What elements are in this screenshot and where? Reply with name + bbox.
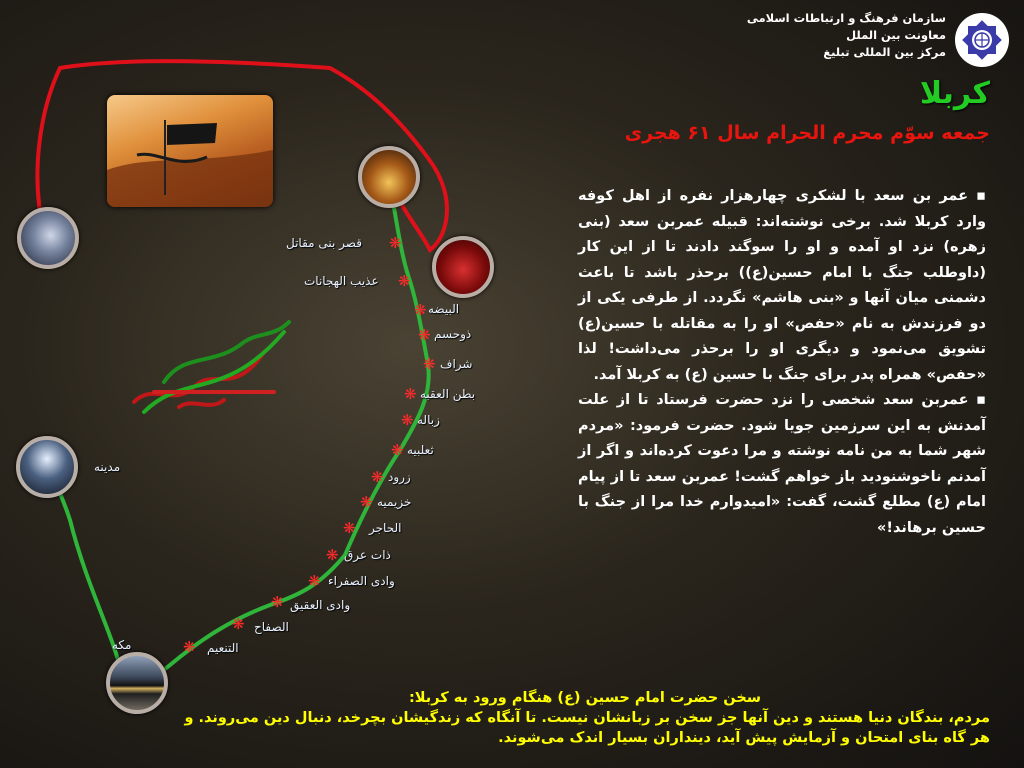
city-label-mecca: مکه: [112, 638, 132, 652]
route-stop: بطن العقبه: [420, 387, 476, 401]
flower-marker-icon: ❋: [401, 411, 414, 429]
route-stop: زرود: [388, 470, 411, 484]
mecca-photo: [106, 652, 168, 714]
route-stop: الحاجر: [369, 521, 402, 535]
flower-marker-icon: ❋: [326, 546, 339, 564]
route-stop: خزیمیه: [377, 495, 412, 509]
org-line: معاونت بین الملل: [846, 28, 946, 42]
route-stop: ذات عرق: [344, 548, 391, 562]
madina-photo: [16, 436, 78, 498]
main-paragraph: ▪ عمر بن سعد با لشکری چهارهزار نفره از اهل کوفه وارد کربلا شد. برخی نوشته‌اند: قبیله عمربن سعد (بنی زهره) نزد او آمده و او را سوگند دادند تا از این کار (داوطلب جنگ با امام حسین(ع)) برحذر باشد تا باعث دشمنی میان آنها و «بنی هاشم» نگردد. از طرفی یکی از دو فرزندش به نام «حفص» او را به مقاتله با حسین(ع) تشویق می‌نمود و دیگری او را برحذر می‌داشت! لذا «حفص» همراه پدر برای جنگ با حسین (ع) به کربلا آمد.: [578, 188, 986, 383]
quote-heading: سخن حضرت امام حسین (ع) هنگام ورود به کربلا:: [408, 690, 762, 706]
flower-marker-icon: ❋: [360, 493, 373, 511]
route-stop: قصر بنی مقاتل: [286, 236, 362, 250]
route-stop: الصفاح: [254, 620, 289, 634]
route-stop: البیضه: [428, 302, 460, 316]
flower-marker-icon: ❋: [414, 301, 427, 319]
flower-marker-icon: ❋: [423, 355, 436, 373]
page-subtitle: جمعه سوّم محرم الحرام سال ۶۱ هجری: [624, 122, 990, 144]
flower-marker-icon: ❋: [398, 272, 411, 290]
route-stop: ذوحسم: [434, 327, 472, 341]
flower-marker-icon: ❋: [404, 385, 417, 403]
city-label-madina: مدینه: [94, 460, 121, 474]
org-line: مرکز بین المللی تبلیغ: [823, 45, 946, 59]
org-line: سازمان فرهنگ و ارتباطات اسلامی: [746, 11, 946, 25]
flower-marker-icon: ❋: [418, 326, 431, 344]
flower-marker-icon: ❋: [232, 615, 245, 633]
green-route-path: [44, 180, 429, 680]
quote-body: مردم، بندگان دنیا هستند و دین آنها جز سخن بر زبانشان نیست. تا آنگاه که زندگیشان بچرخد، دنبال دین می‌روند. و هر گاه بنای امتحان و آزمایش پیش آید، دینداران بسیار اندک می‌شوند.: [184, 710, 990, 746]
route-stop: وادی العقیق: [290, 598, 351, 612]
organization-emblem-icon: [954, 12, 1010, 68]
calligraphy-image: [124, 312, 294, 422]
mourning-banner-image: [107, 95, 273, 207]
main-text: [578, 184, 986, 541]
flower-marker-icon: ❋: [271, 593, 284, 611]
flower-marker-icon: ❋: [371, 468, 384, 486]
flower-marker-icon: ❋: [308, 572, 321, 590]
route-stop: ثعلبیه: [407, 443, 434, 457]
page-title: کربلا: [919, 76, 990, 111]
flower-marker-icon: ❋: [183, 638, 196, 656]
route-stop: عذیب الهجانات: [304, 274, 379, 288]
route-stop: وادی الصفراء: [328, 574, 395, 588]
flower-marker-icon: ❋: [389, 234, 402, 252]
route-stop: زباله: [417, 413, 440, 427]
flower-marker-icon: ❋: [391, 441, 404, 459]
mourner-photo: [17, 207, 79, 269]
route-stop: التنعیم: [207, 641, 239, 655]
route-stop: شراف: [440, 357, 473, 371]
shrine-photo: [358, 146, 420, 208]
organization-name: [747, 10, 946, 61]
main-paragraph: ▪ عمربن سعد شخصی را نزد حضرت فرستاد تا از علت آمدنش به این سرزمین جویا شود. حضرت فرمود: «مردم شهر شما به من نامه نوشته و مرا دعوت کرده‌اند و اگر از آمدنم ناخوشنودید باز خواهم گشت! عمربن سعد تا از پیام امام (ع) مطلع گشت، گفت: «امیدوارم خدا مرا از جنگ با حسین برهاند!»: [578, 392, 986, 536]
flower-marker-icon: ❋: [343, 519, 356, 537]
imam-quote: [180, 688, 990, 748]
karbala-photo: [432, 236, 494, 298]
